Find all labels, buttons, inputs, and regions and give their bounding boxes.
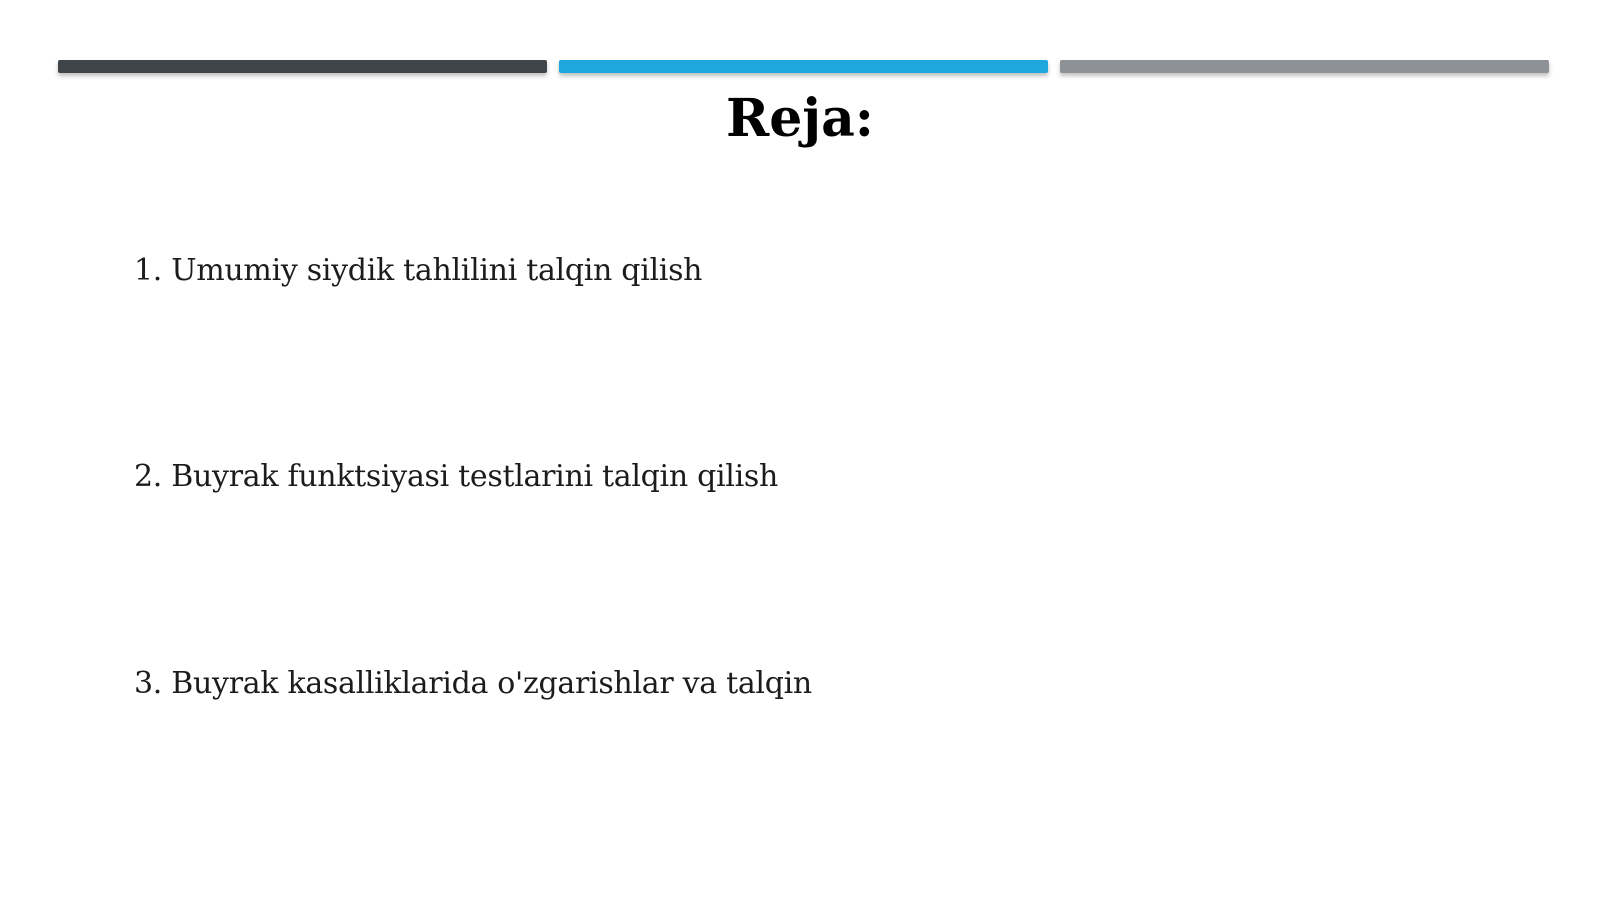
accent-bar-gray [1060,60,1549,73]
plan-item [134,664,812,704]
accent-bar-blue [559,60,1048,73]
plan-item-number: 2. [134,459,163,494]
accent-bar-dark [58,60,547,73]
plan-item-number: 1. [134,253,163,288]
plan-item-text: Buyrak funktsiyasi testlarini talqin qilish [171,459,778,494]
plan-item-text: Umumiy siydik tahlilini talqin qilish [171,253,703,288]
slide-title: Reja: [725,88,874,149]
plan-item-number: 3. [134,666,163,701]
plan-item [134,457,778,497]
plan-item-text: Buyrak kasalliklarida o'zgarishlar va talqin [171,666,812,701]
plan-item [134,251,702,291]
